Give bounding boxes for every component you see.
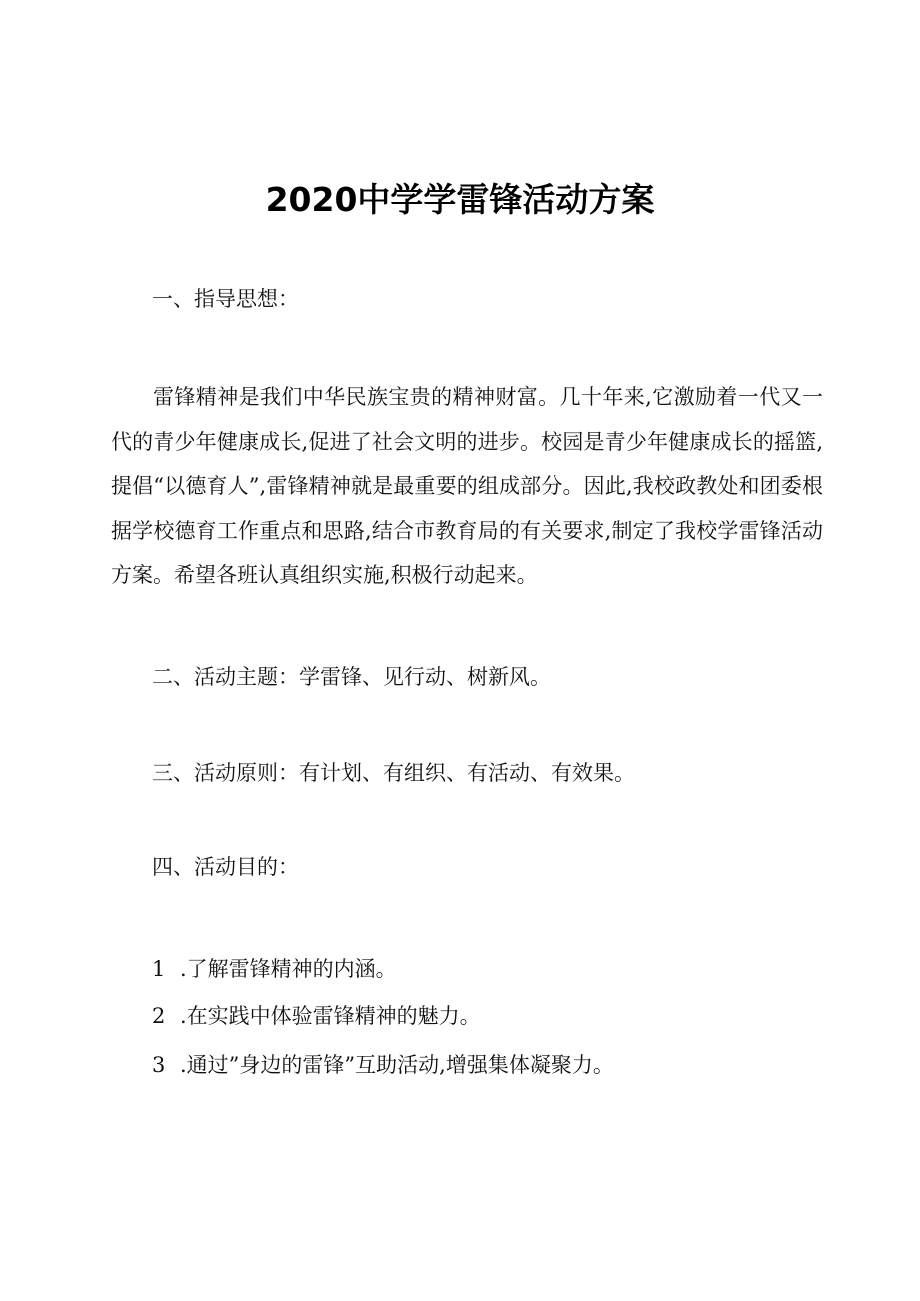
guiding-thought-paragraph: 雷锋精神是我们中华民族宝贵的精神财富。几十年来,它激励着一代又一代的青少年健康成长,促进了社会文明的进步。校园是青少年健康成长的摇篮,提倡“以德育人”,雷锋精神就是最重要的组成部分。因此,我校政教处和团委根据学校德育工作重点和思路,结合市教育局的有关要求,制定了我校学雷锋活动方案。希望各班认真组织实施,积极行动起来。 bbox=[111, 385, 823, 587]
document-title: 2020中学学雷锋活动方案 bbox=[265, 180, 655, 219]
goal-text: .了解雷锋精神的内涵。 bbox=[180, 957, 397, 981]
goal-list-item bbox=[152, 1001, 481, 1031]
goal-text: .在实践中体验雷锋精神的魅力。 bbox=[180, 1004, 481, 1028]
section-heading-activity-theme: 二、活动主题：学雷锋、见行动、树新风。 bbox=[152, 665, 551, 689]
section-heading-guiding-thought: 一、指导思想： bbox=[152, 287, 299, 311]
goal-number: 3 bbox=[152, 1053, 166, 1077]
goal-number: 1 bbox=[152, 957, 166, 981]
goal-list-item bbox=[152, 954, 397, 984]
goal-text: .通过”身边的雷锋”互助活动,增强集体凝聚力。 bbox=[180, 1053, 614, 1077]
goal-list-item bbox=[152, 1050, 614, 1080]
section-heading-activity-goals: 四、活动目的： bbox=[152, 855, 299, 879]
section-heading-activity-principles: 三、活动原则：有计划、有组织、有活动、有效果。 bbox=[152, 761, 635, 785]
goal-number: 2 bbox=[152, 1004, 166, 1028]
